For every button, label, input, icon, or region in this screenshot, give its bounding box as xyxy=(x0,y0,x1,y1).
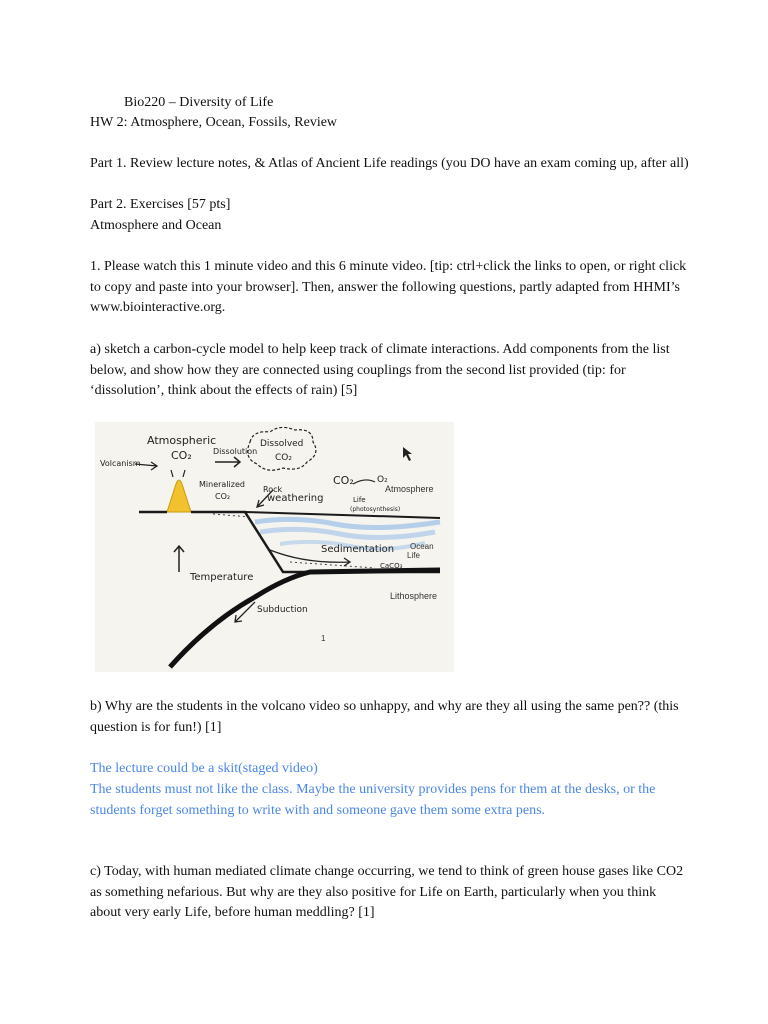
label-subduction: Subduction xyxy=(257,605,308,615)
answer-b-line1: The lecture could be a skit(staged video) xyxy=(90,761,318,776)
label-ocean: Ocean xyxy=(410,542,434,551)
subducting-plate xyxy=(170,570,440,667)
question-a: a) sketch a carbon-cycle model to help keep track of climate interactions. Add components from the list below, and show how they are connected using couplings from the second list provided (tip: for ‘dissolution’, think about the effects of rain) [5] xyxy=(90,342,670,398)
label-atmospheric: Atmospheric xyxy=(147,434,217,447)
question-b: b) Why are the students in the volcano video so unhappy, and why are they all using the same pen?? (this question is for fun!) [1] xyxy=(90,699,679,735)
question-c: c) Today, with human mediated climate change occurring, we tend to think of green house gases like CO2 as something nefarious. But why are they also positive for Life on Earth, particularly when you think about very early Life, before human meddling? [1] xyxy=(90,864,684,920)
label-temperature: Temperature xyxy=(190,572,254,583)
ocean-water-line xyxy=(255,519,440,527)
mineral-dots xyxy=(213,514,250,517)
label-ocean-life: Life xyxy=(407,551,420,560)
co2-to-volcano-lines xyxy=(171,470,185,477)
label-co2-right: CO₂ xyxy=(333,474,354,487)
label-dissolved: Dissolved xyxy=(260,439,304,449)
sea-surface-line xyxy=(245,512,440,518)
label-co2: CO₂ xyxy=(171,449,192,462)
course-title: Bio220 – Diversity of Life xyxy=(124,95,274,110)
label-dissolution: Dissolution xyxy=(213,447,258,456)
label-lithosphere: Lithosphere xyxy=(390,591,438,601)
part2-heading: Part 2. Exercises [57 pts] xyxy=(90,197,231,212)
label-life: Life xyxy=(353,496,366,504)
label-dissolved-co2: CO₂ xyxy=(275,453,292,463)
section-heading: Atmosphere and Ocean xyxy=(90,218,222,233)
label-o2: O₂ xyxy=(377,475,388,485)
label-sedimentation: Sedimentation xyxy=(321,544,395,555)
label-atmosphere: Atmosphere xyxy=(385,484,434,494)
mouse-cursor-icon xyxy=(403,447,412,461)
volcano-shape xyxy=(167,480,191,512)
dissolution-arrow xyxy=(215,457,240,467)
answer-b-line2: The students must not like the class. Maybe the university provides pens for them at the desks, or the students forget something to write with and someone gave them some extra pens. xyxy=(90,782,656,818)
figure-page-number: 1 xyxy=(321,634,326,643)
label-photosynthesis: (photosynthesis) xyxy=(350,506,401,513)
homework-title: HW 2: Atmosphere, Ocean, Fossils, Review xyxy=(90,115,338,130)
carbon-cycle-sketch xyxy=(95,422,454,672)
label-mineralized: Mineralized xyxy=(199,480,245,489)
label-weathering: weathering xyxy=(267,493,324,504)
label-rock: Rock xyxy=(263,485,283,494)
question-1: 1. Please watch this 1 minute video and this 6 minute video. [tip: ctrl+click the links to open, or right click to copy and paste into your browser]. Then, answer the following questions, partly adapted from HHMI’s www.biointeractive.org. xyxy=(90,259,687,315)
label-caco3: CaCO₃ xyxy=(380,562,403,570)
label-mineralized-co2: CO₂ xyxy=(215,492,231,501)
temperature-arrow xyxy=(174,546,184,572)
part1-text: Part 1. Review lecture notes, & Atlas of Ancient Life readings (you DO have an exam coming up, after all) xyxy=(90,156,689,171)
sediment-dots xyxy=(290,562,375,568)
label-volcanism: Volcanism xyxy=(100,459,141,468)
life-arrow xyxy=(353,480,375,484)
ocean-water-line xyxy=(260,529,435,537)
